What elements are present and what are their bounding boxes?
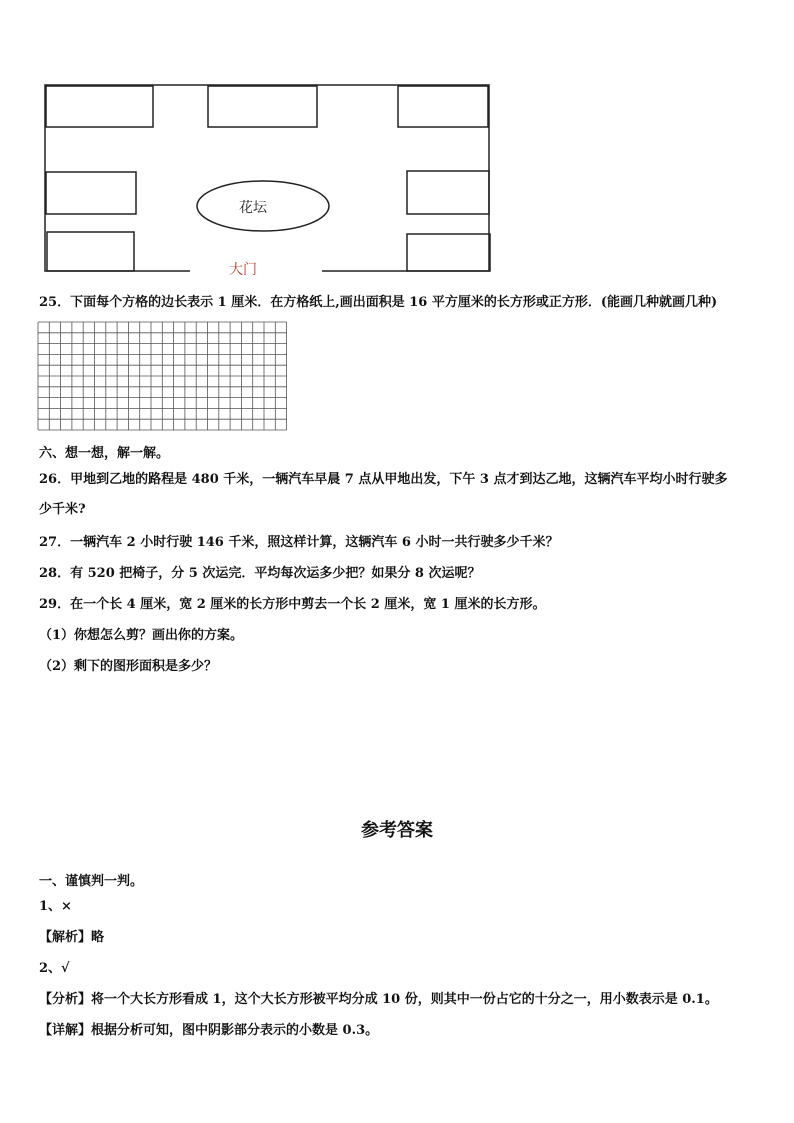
building-middle-right	[407, 171, 489, 214]
building-middle-left	[46, 172, 136, 214]
answer-1: 1、×	[39, 899, 72, 914]
building-bottom-left	[47, 232, 134, 271]
answer-key-title: 参考答案	[361, 820, 433, 841]
question-26-line-1: 26．甲地到乙地的路程是 480 千米，一辆汽车早晨 7 点从甲地出发，下午 3 点才到达乙地，这辆汽车平均小时行驶多	[39, 472, 728, 487]
answer-2: 2、√	[39, 961, 70, 976]
answer-2-detail: 【详解】根据分析可知，图中阴影部分表示的小数是 0.3。	[39, 1023, 379, 1038]
gate-label: 大门	[229, 262, 257, 278]
building-top-middle	[208, 86, 317, 127]
question-26-line-2: 少千米?	[39, 502, 86, 517]
question-28: 28．有 520 把椅子，分 5 次运完．平均每次运多少把？如果分 8 次运呢？	[39, 566, 481, 581]
building-top-right	[398, 86, 488, 127]
building-top-left	[46, 86, 153, 127]
school-map	[45, 85, 490, 271]
answer-1-analysis: 【解析】略	[39, 930, 105, 945]
flower-bed-label: 花坛	[239, 200, 267, 216]
building-bottom-right	[407, 234, 490, 271]
grid-paper	[38, 322, 287, 430]
question-29-part-1: （1）你想怎么剪？画出你的方案。	[39, 628, 244, 643]
question-29: 29．在一个长 4 厘米，宽 2 厘米的长方形中剪去一个长 2 厘米，宽 1 厘米的长方形。	[39, 597, 546, 612]
question-25: 25．下面每个方格的边长表示 1 厘米．在方格纸上,画出面积是 16 平方厘米的长方形或正方形．(能画几种就画几种)	[39, 295, 718, 310]
answers-section-1-heading: 一、谨慎判一判。	[39, 874, 144, 889]
answer-2-analysis: 【分析】将一个大长方形看成 1，这个大长方形被平均分成 10 份，则其中一份占它的十分之一，用小数表示是 0.1。	[39, 992, 718, 1007]
question-29-part-2: （2）剩下的图形面积是多少？	[39, 659, 218, 674]
map-outer-wall	[45, 85, 489, 271]
question-27: 27．一辆汽车 2 小时行驶 146 千米，照这样计算，这辆汽车 6 小时一共行驶多少千米？	[39, 535, 559, 550]
section-6-heading: 六、想一想，解一解。	[39, 446, 170, 461]
